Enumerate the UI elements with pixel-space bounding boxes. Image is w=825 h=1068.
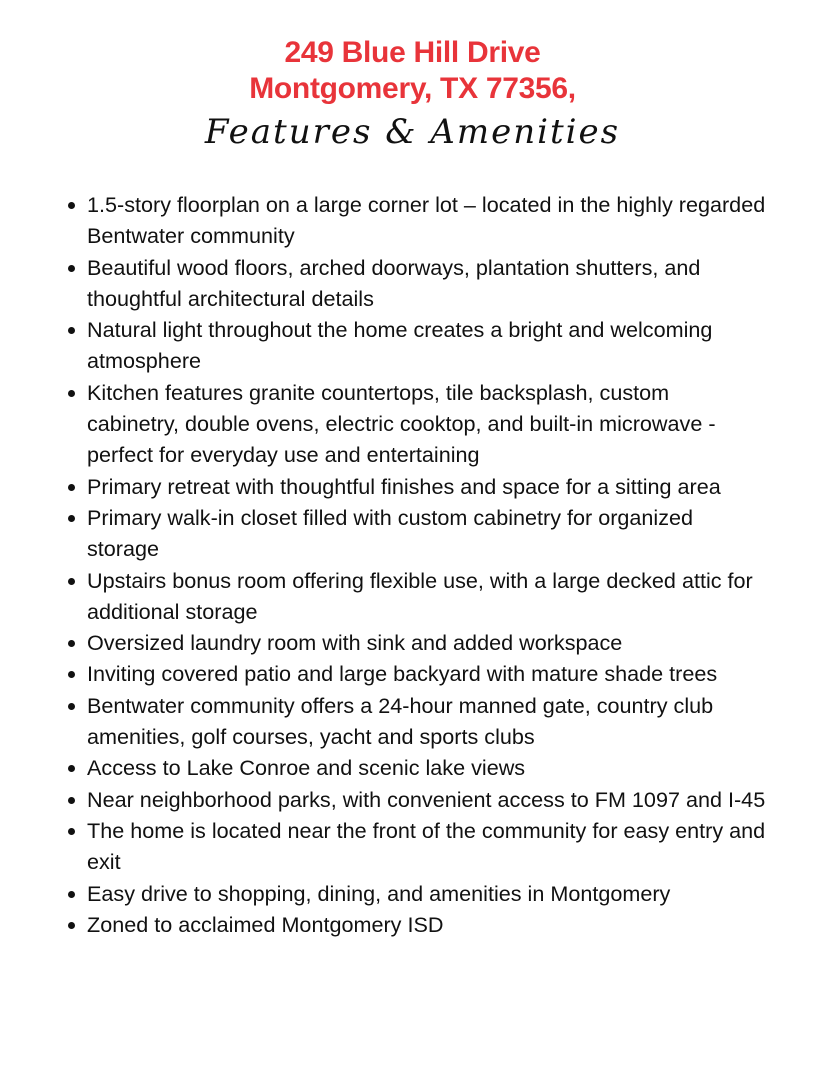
feature-item: Primary retreat with thoughtful finishes and space for a sitting area	[87, 471, 767, 502]
feature-item: Upstairs bonus room offering flexible use, with a large decked attic for additional storage	[87, 565, 767, 628]
feature-item: Access to Lake Conroe and scenic lake views	[87, 752, 767, 783]
feature-item: The home is located near the front of the community for easy entry and exit	[87, 815, 767, 878]
feature-item: Oversized laundry room with sink and added workspace	[87, 627, 767, 658]
feature-item: Beautiful wood floors, arched doorways, plantation shutters, and thoughtful architectural details	[87, 252, 767, 315]
feature-item: Kitchen features granite countertops, tile backsplash, custom cabinetry, double ovens, electric cooktop, and built-in microwave - perfect for everyday use and entertaining	[87, 377, 767, 471]
features-list	[87, 189, 767, 940]
feature-item: Natural light throughout the home creates a bright and welcoming atmosphere	[87, 314, 767, 377]
feature-item: Easy drive to shopping, dining, and amenities in Montgomery	[87, 878, 767, 909]
feature-item: Near neighborhood parks, with convenient access to FM 1097 and I-45	[87, 784, 767, 815]
address-line-2: Montgomery, TX 77356,	[249, 72, 576, 105]
feature-item: Bentwater community offers a 24-hour manned gate, country club amenities, golf courses, yacht and sports clubs	[87, 690, 767, 753]
features-subtitle: Features & Amenities	[204, 112, 621, 152]
feature-item: Zoned to acclaimed Montgomery ISD	[87, 909, 767, 940]
address-line-1: 249 Blue Hill Drive	[284, 36, 541, 69]
feature-item: 1.5-story floorplan on a large corner lot – located in the highly regarded Bentwater community	[87, 189, 767, 252]
feature-item: Primary walk-in closet filled with custom cabinetry for organized storage	[87, 502, 767, 565]
feature-item: Inviting covered patio and large backyard with mature shade trees	[87, 658, 767, 689]
